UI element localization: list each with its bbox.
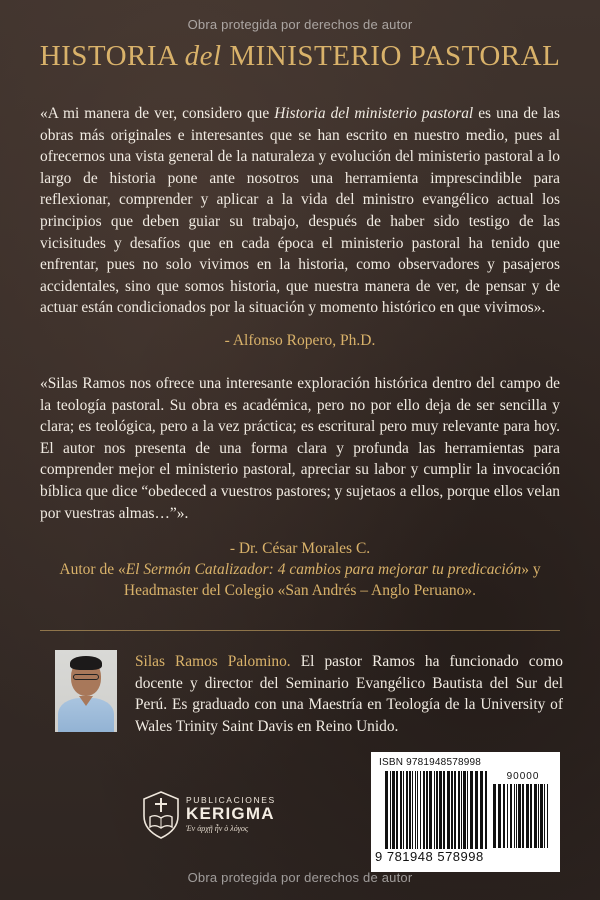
barcode-bar bbox=[516, 784, 517, 848]
barcode-bar bbox=[436, 771, 438, 849]
endorsement-quote-2: «Silas Ramos nos ofrece una interesante exploración histórica dentro del campo de la teología pastoral. Su obra es académica, pero no por ello deja de ser sencilla y clara; es teológica, pero a la vez práctica; es escritural pero muy relevante para hoy. El autor nos presenta de una forma clara y profunda las herramientas para comprender mejor el ministerio pastoral, apreciar su labor y cumplir la invocación bíblica que dice “obedeced a vuestros pastores; y sujetaos a ellos, porque ellos velan por vuestras almas…”». bbox=[40, 375, 560, 522]
title-part-2: del bbox=[184, 40, 222, 72]
barcode-bar bbox=[454, 771, 456, 849]
barcode-bar bbox=[467, 771, 468, 849]
barcode-bar bbox=[415, 771, 416, 849]
barcode-bar bbox=[412, 771, 413, 849]
quote2-signature-line3: Headmaster del Colegio «San Andrés – Anglo Peruano». bbox=[123, 582, 477, 599]
quote1-post: es una de las obras más originales e interesantes que se han escrito en nuestro medio, pues al ofrecernos una vista general de la naturaleza y evolución del ministerio pastoral a lo largo de historia pone ante nosotros una herramienta imprescindible para reflexionar, comprender y aplicar a la vida del ministro evangélico actual los principios que deben guiar su trabajo, después de haber sido testigo de las vicisitudes y desafíos que en cada época el ministerio pastoral ha tenido que enfrentar, pues no solo vivimos en la historia, como observadores y pasajeros accidentales, sino que somos historia, que nuestra manera de ver, de pensar y de actuar están condicionados por la situación y momento histórico en que vivimos». bbox=[40, 105, 560, 317]
barcode-bar bbox=[526, 784, 529, 848]
barcode-bar bbox=[439, 771, 442, 849]
publisher-name: KERIGMA bbox=[186, 804, 275, 823]
publisher-motto: Ἐν ἀρχῇ ἦν ὁ λόγος bbox=[186, 824, 249, 833]
isbn-barcode bbox=[371, 752, 560, 872]
barcode-bar bbox=[392, 771, 395, 849]
barcode-bar bbox=[396, 771, 398, 849]
ean-barcode-bars bbox=[385, 771, 490, 851]
barcode-bar bbox=[534, 784, 537, 848]
barcode-bar bbox=[458, 771, 460, 849]
barcode-bar bbox=[538, 784, 539, 848]
barcode-bar bbox=[514, 784, 515, 848]
publisher-label: PUBLICACIONES bbox=[186, 795, 276, 805]
section-divider bbox=[40, 630, 560, 631]
barcode-bar bbox=[493, 784, 496, 848]
quote2-signature-line2 bbox=[0, 559, 600, 580]
quote2-signature-name: - Dr. César Morales C. bbox=[229, 540, 371, 557]
barcode-bar bbox=[470, 771, 473, 849]
ean-digits: 9 781948 578998 bbox=[375, 849, 484, 864]
barcode-bar bbox=[429, 771, 432, 849]
quote1-pre: «A mi manera de ver, considero que bbox=[40, 105, 275, 122]
watermark-bottom: Obra protegida por derechos de autor bbox=[187, 870, 413, 885]
price-code: 90000 bbox=[506, 771, 540, 782]
barcode-bar bbox=[510, 784, 512, 848]
quote1-signature: - Alfonso Ropero, Ph.D. bbox=[224, 332, 376, 349]
barcode-bar bbox=[451, 771, 453, 849]
quote2-sig-line2-pre: Autor de « bbox=[59, 561, 126, 578]
publisher-crest-icon bbox=[140, 790, 182, 840]
isbn-label: ISBN 9781948578998 bbox=[379, 757, 482, 768]
quote2-sig-line2-post: » y bbox=[521, 561, 541, 578]
barcode-bar bbox=[547, 784, 548, 848]
barcode-bar bbox=[475, 771, 478, 849]
quote2-signature bbox=[0, 538, 600, 601]
barcode-bar bbox=[480, 771, 483, 849]
publisher-logo bbox=[140, 790, 290, 842]
barcode-bar bbox=[540, 784, 543, 848]
barcode-bar bbox=[417, 771, 418, 849]
barcode-bar bbox=[406, 771, 408, 849]
barcode-bar bbox=[507, 784, 508, 848]
barcode-bar bbox=[503, 784, 505, 848]
title-part-3: MINISTERIO PASTORAL bbox=[221, 40, 561, 72]
author-bio bbox=[135, 651, 563, 737]
author-photo bbox=[55, 650, 117, 732]
barcode-bar bbox=[423, 771, 425, 849]
quote1-book-title: Historia del ministerio pastoral bbox=[274, 105, 474, 122]
barcode-bar bbox=[447, 771, 450, 849]
book-title bbox=[0, 40, 600, 73]
endorsement-quote-1 bbox=[40, 103, 560, 319]
barcode-bar bbox=[390, 771, 391, 849]
barcode-bar bbox=[385, 771, 388, 849]
barcode-bar bbox=[403, 771, 404, 849]
barcode-bar bbox=[443, 771, 445, 849]
barcode-bar bbox=[485, 771, 487, 849]
barcode-bar bbox=[463, 771, 466, 849]
barcode-bar bbox=[518, 784, 521, 848]
barcode-bar bbox=[522, 784, 524, 848]
quote2-sig-line2-italic: El Sermón Catalizador: 4 cambios para mejorar tu predicación bbox=[125, 561, 522, 578]
barcode-bar bbox=[426, 771, 428, 849]
barcode-bar bbox=[409, 771, 411, 849]
barcode-bar bbox=[498, 784, 501, 848]
barcode-bar bbox=[544, 784, 545, 848]
barcode-bar bbox=[461, 771, 462, 849]
author-name: Silas Ramos Palomino. bbox=[135, 653, 291, 670]
author-bio-text: El pastor Ramos ha funcionado como docente y director del Seminario Evangélico Bautista del Sur del Perú. Es graduado con una Maestría en Teología de la University of Wales Trinity Saint Davis en Reino Unido. bbox=[135, 653, 563, 735]
barcode-bar bbox=[420, 771, 421, 849]
addon-barcode-bars bbox=[493, 784, 551, 850]
barcode-bar bbox=[434, 771, 435, 849]
barcode-bar bbox=[400, 771, 402, 849]
barcode-bar bbox=[530, 784, 532, 848]
watermark-top: Obra protegida por derechos de autor bbox=[187, 17, 413, 32]
title-part-1: HISTORIA bbox=[39, 40, 185, 72]
